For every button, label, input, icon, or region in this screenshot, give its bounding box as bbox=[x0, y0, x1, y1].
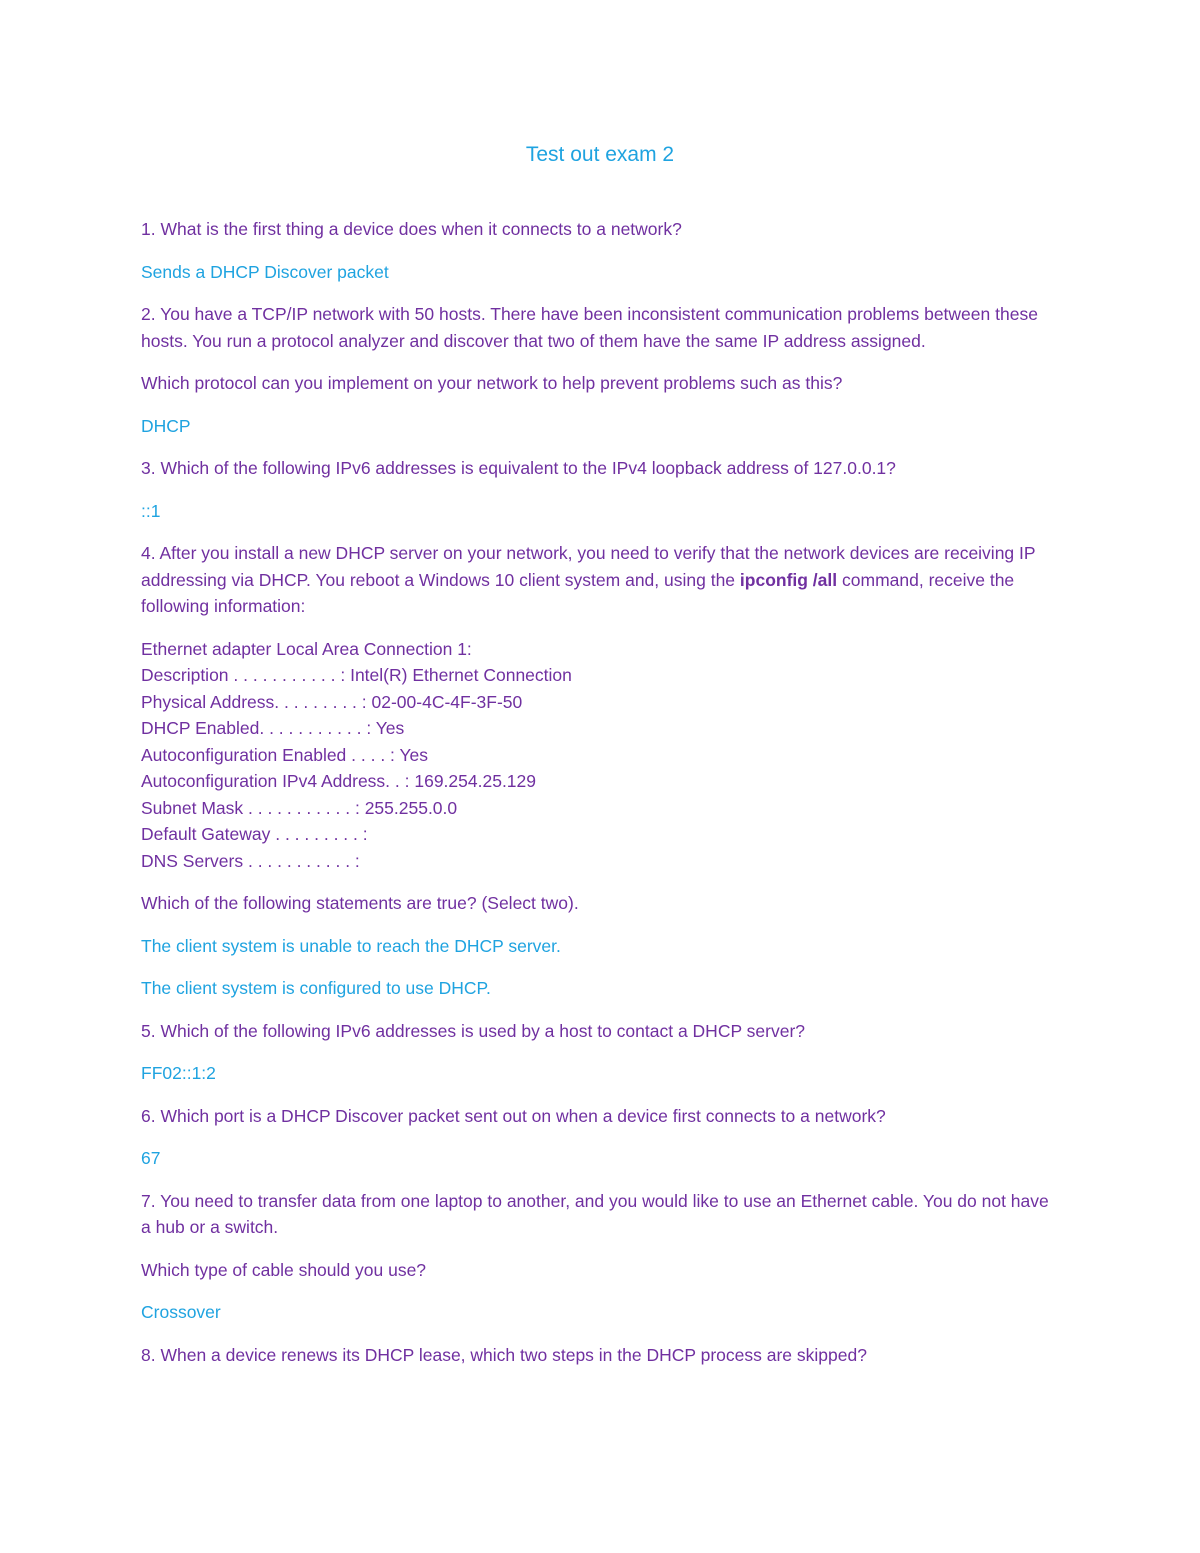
config-line: Subnet Mask . . . . . . . . . . . : 255.255.0.0 bbox=[141, 797, 458, 818]
answer-6: 67 bbox=[141, 1148, 161, 1168]
config-line: Description . . . . . . . . . . . : Intel(R) Ethernet Connection bbox=[141, 665, 572, 685]
question-7-prompt: Which type of cable should you use? bbox=[141, 1259, 427, 1280]
answer-4b: The client system is configured to use DHCP. bbox=[141, 978, 491, 998]
ipconfig-command: ipconfig /all bbox=[739, 569, 838, 590]
config-line: Physical Address. . . . . . . . . : 02-00-4C-4F-3F-50 bbox=[141, 691, 523, 712]
config-line: Autoconfiguration IPv4 Address. . : 169.254.25.129 bbox=[141, 771, 536, 791]
document-title: Test out exam 2 bbox=[525, 143, 675, 166]
config-line: Default Gateway . . . . . . . . . : bbox=[141, 824, 368, 844]
question-4-text-before: 4. After you install a new DHCP server on your network, you need to verify that the network devices are receiving IP addressing via DHCP. You reboot a Windows 10 client system and, using the bbox=[141, 543, 1036, 590]
config-line: DHCP Enabled. . . . . . . . . . . : Yes bbox=[141, 718, 405, 738]
answer-1: Sends a DHCP Discover packet bbox=[141, 261, 389, 282]
question-7: 7. You need to transfer data from one laptop to another, and you would like to use an Ethernet cable. You do not have a hub or a switch. bbox=[141, 1190, 1049, 1237]
question-4-text-after: command, receive the following information: bbox=[141, 569, 1015, 616]
answer-7: Crossover bbox=[141, 1302, 221, 1322]
answer-4a: The client system is unable to reach the DHCP server. bbox=[141, 935, 561, 956]
question-8: 8. When a device renews its DHCP lease, which two steps in the DHCP process are skipped? bbox=[141, 1344, 867, 1365]
config-line: Autoconfiguration Enabled . . . . : Yes bbox=[141, 744, 429, 765]
answer-3: ::1 bbox=[141, 500, 161, 521]
question-5: 5. Which of the following IPv6 addresses is used by a host to contact a DHCP server? bbox=[141, 1020, 806, 1041]
question-2: 2. You have a TCP/IP network with 50 hosts. There have been inconsistent communication problems between these hosts. You run a protocol analyzer and discover that two of them have the same IP address assigned. bbox=[141, 304, 1038, 351]
ipconfig-output bbox=[141, 636, 1061, 875]
question-4-prompt: Which of the following statements are true? (Select two). bbox=[141, 893, 579, 913]
config-line: Ethernet adapter Local Area Connection 1: bbox=[141, 638, 472, 659]
answer-2: DHCP bbox=[141, 415, 191, 436]
question-4 bbox=[141, 540, 1061, 620]
question-1: 1. What is the first thing a device does when it connects to a network? bbox=[141, 219, 682, 239]
answer-5: FF02::1:2 bbox=[141, 1063, 216, 1083]
question-3: 3. Which of the following IPv6 addresses is equivalent to the IPv4 loopback address of 127.0.0.1? bbox=[141, 458, 896, 478]
config-line: DNS Servers . . . . . . . . . . . : bbox=[141, 850, 360, 871]
question-2-prompt: Which protocol can you implement on your network to help prevent problems such as this? bbox=[141, 373, 843, 393]
question-6: 6. Which port is a DHCP Discover packet sent out on when a device first connects to a network? bbox=[141, 1105, 886, 1126]
document-body bbox=[141, 216, 1061, 1384]
